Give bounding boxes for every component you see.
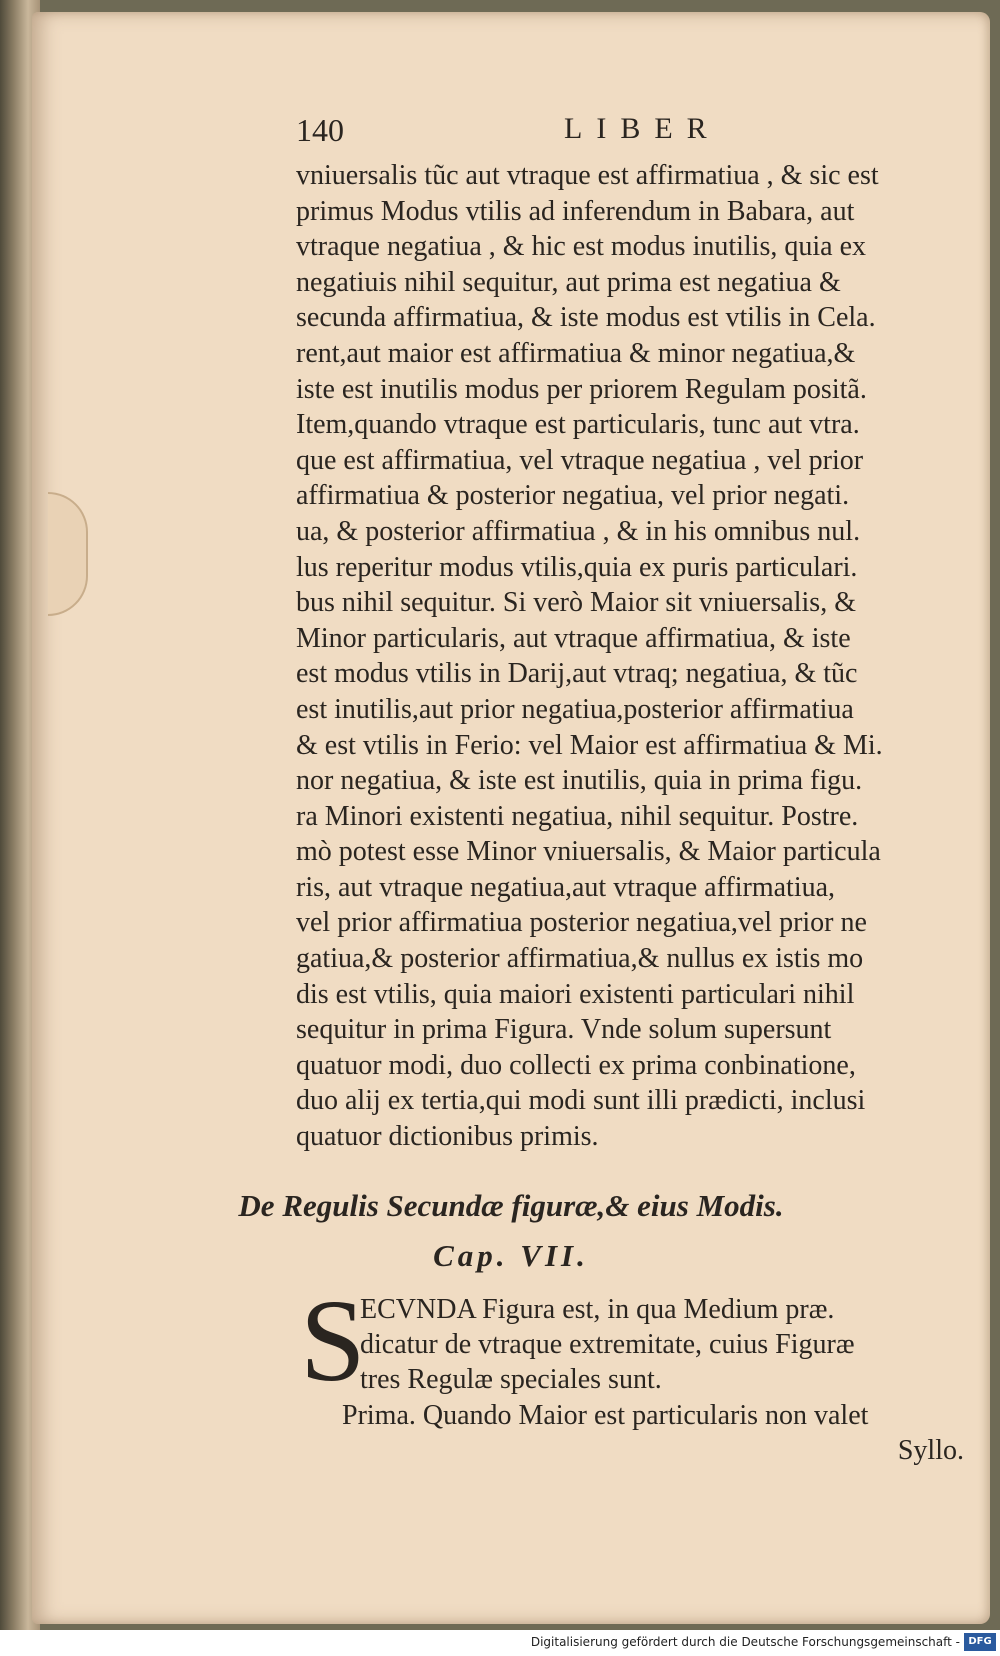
text-line: primus Modus vtilis ad inferendum in Babara, aut	[296, 195, 855, 227]
text-line: est modus vtilis in Darij,aut vtraq; negatiua, & tũc	[296, 658, 858, 690]
book-page	[32, 12, 990, 1624]
text-line: lus reperitur modus vtilis,quia ex puris particulari.	[296, 551, 858, 583]
text-line: est inutilis,aut prior negatiua,posterior affirmatiua	[296, 693, 854, 725]
first-rule-text	[342, 1398, 964, 1468]
text-line: bus nihil sequitur. Si verò Maior sit vniuersalis, &	[296, 587, 856, 619]
text-line: dis est vtilis, quia maiori existenti particulari nihil	[296, 978, 855, 1010]
drop-cap-initial: S	[300, 1275, 366, 1406]
body-text	[296, 158, 964, 1155]
page-header	[32, 112, 990, 152]
text-line: vel prior affirmatiua posterior negatiua,vel prior ne	[296, 907, 867, 939]
text-line: sequitur in prima Figura. Vnde solum supersunt	[296, 1014, 832, 1046]
text-line: rent,aut maior est affirmatiua & minor negatiua,&	[296, 337, 856, 369]
text-line: vniuersalis tũc aut vtraque est affirmatiua , & sic est	[296, 160, 879, 191]
text-line: dicatur de vtraque extremitate, cuius Figuræ	[360, 1329, 855, 1360]
dfg-logo: DFG	[964, 1633, 996, 1651]
section-heading: De Regulis Secundæ figuræ,& eius Modis.	[238, 1188, 784, 1223]
text-line: affirmatiua & posterior negatiua, vel prior negati.	[296, 480, 850, 512]
running-head: LIBER	[564, 112, 721, 145]
text-line: nor negatiua, & iste est inutilis, quia in prima figu.	[296, 765, 863, 797]
text-line: quatuor dictionibus primis.	[296, 1121, 599, 1153]
text-line: que est affirmatiua, vel vtraque negatiua , vel prior	[296, 444, 864, 476]
text-line: quatuor modi, duo collecti ex prima conbinatione,	[296, 1049, 856, 1081]
text-line: vtraque negatiua , & hic est modus inutilis, quia ex	[296, 231, 866, 263]
text-line: tres Regulæ speciales sunt.	[360, 1364, 662, 1395]
text-line: ua, & posterior affirmatiua , & in his omnibus nul.	[296, 515, 861, 547]
text-line: ra Minori existenti negatiua, nihil sequitur. Postre.	[296, 800, 859, 832]
text-line: duo alij ex tertia,qui modi sunt illi prædicti, inclusi	[296, 1085, 866, 1117]
text-line: ECVNDA Figura est, in qua Medium præ.	[360, 1294, 835, 1325]
catchword: Syllo.	[897, 1435, 964, 1466]
page-tab-marker	[48, 492, 88, 616]
chapter-opening-text	[360, 1292, 968, 1397]
text-line: Prima. Quando Maior est particularis non valet	[342, 1400, 869, 1431]
text-line: iste est inutilis modus per priorem Regulam positã.	[296, 373, 867, 405]
text-line: ris, aut vtraque negatiua,aut vtraque affirmatiua,	[296, 871, 836, 903]
digitization-footer	[0, 1630, 1000, 1656]
text-line: mò potest esse Minor vniuersalis, & Maior particula	[296, 836, 881, 868]
text-line: Item,quando vtraque est particularis, tunc aut vtra.	[296, 409, 860, 441]
text-line: Minor particularis, aut vtraque affirmatiua, & iste	[296, 622, 851, 654]
chapter-label: Cap. VII.	[433, 1238, 589, 1273]
text-line: secunda affirmatiua, & iste modus est vtilis in Cela.	[296, 302, 876, 334]
page-number: 140	[296, 112, 344, 148]
funding-note: Digitalisierung gefördert durch die Deutsche Forschungsgemeinschaft -	[530, 1635, 960, 1649]
text-line: gatiua,& posterior affirmatiua,& nullus ex istis mo	[296, 943, 864, 975]
text-line: & est vtilis in Ferio: vel Maior est affirmatiua & Mi.	[296, 729, 883, 761]
text-line: negatiuis nihil sequitur, aut prima est negatiua &	[296, 266, 841, 298]
